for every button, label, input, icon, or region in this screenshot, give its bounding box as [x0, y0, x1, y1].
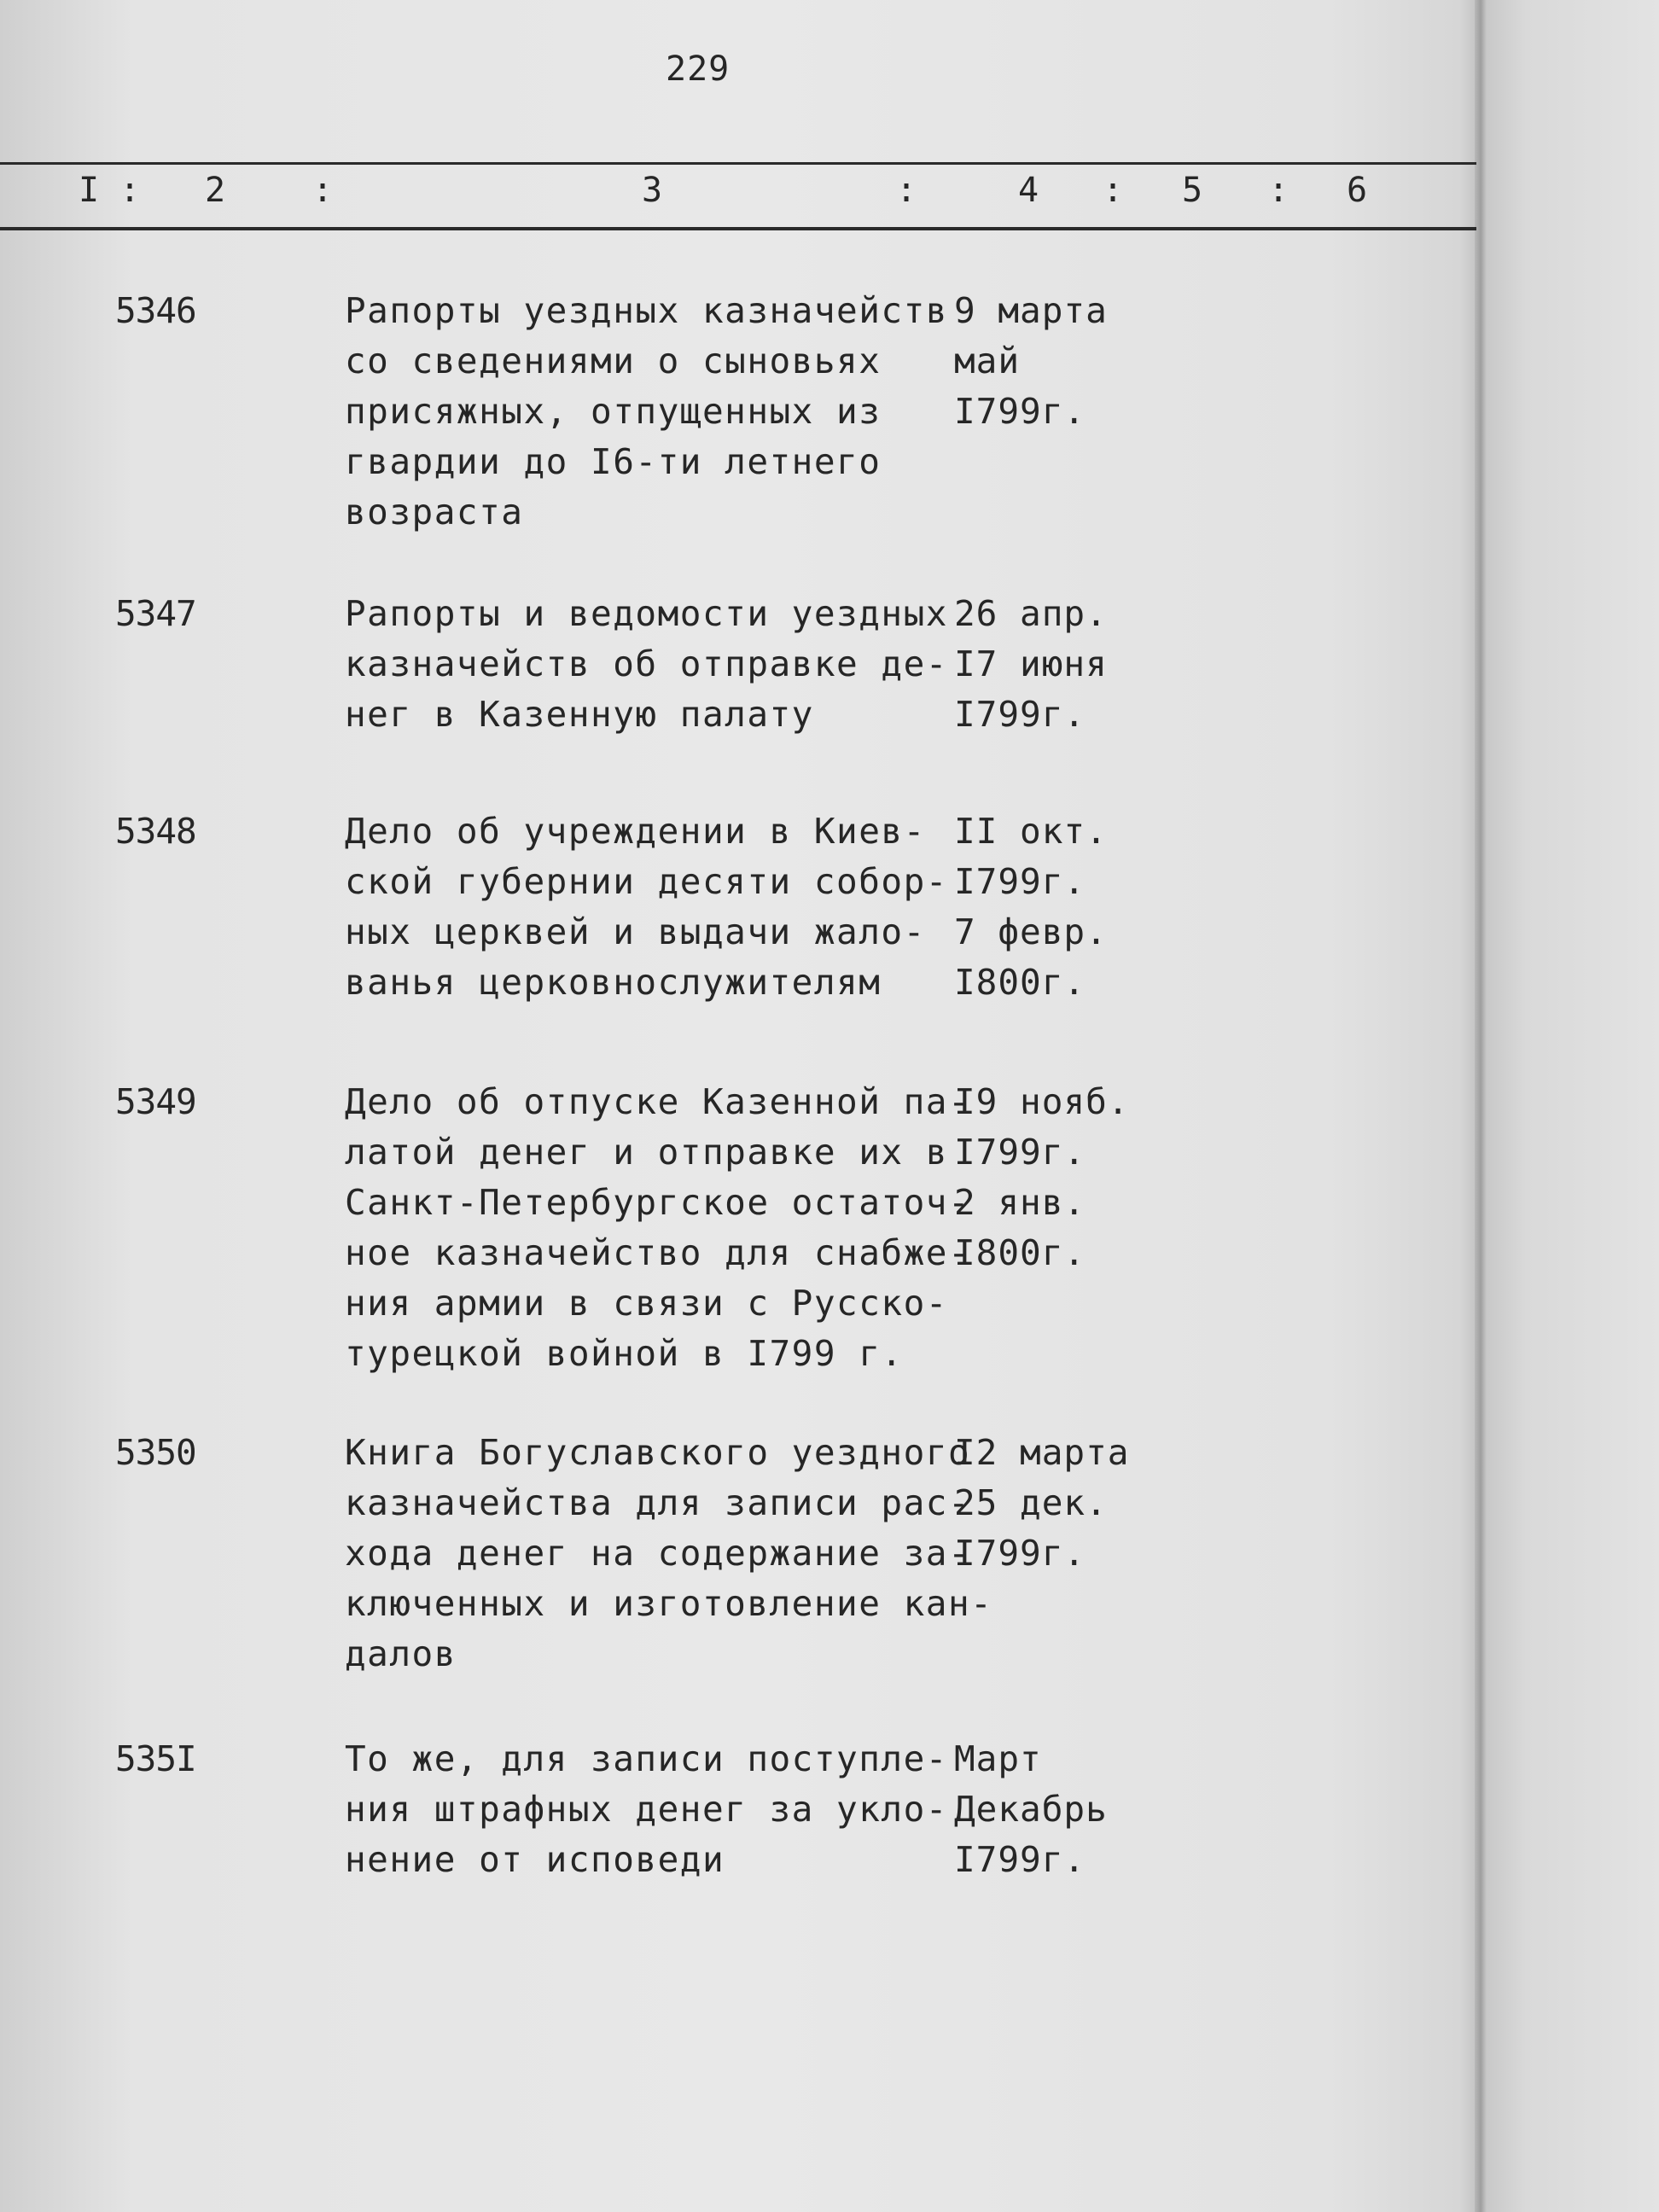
column-header-2: 2 — [205, 171, 226, 210]
date-line: I799г. — [954, 1533, 1086, 1574]
date-line: I799г. — [954, 1132, 1086, 1173]
description-line: Книга Богуславского уездного — [345, 1432, 971, 1473]
case-dates — [954, 806, 1108, 1008]
page-number: 229 — [666, 49, 731, 89]
column-separator: : — [1268, 171, 1289, 210]
case-description — [345, 286, 959, 538]
description-line: латой денег и отправке их в — [345, 1132, 948, 1173]
case-number: 5347 — [115, 593, 196, 634]
description-line: ния штрафных денег за укло- — [345, 1789, 948, 1830]
column-separator: : — [312, 171, 334, 210]
case-dates — [954, 1077, 1129, 1278]
case-number: 5349 — [115, 1081, 196, 1122]
date-line: I800г. — [954, 962, 1086, 1003]
case-number: 535I — [115, 1738, 196, 1779]
case-dates — [954, 1428, 1129, 1579]
date-line: I799г. — [954, 861, 1086, 902]
description-line: нение от исповеди — [345, 1839, 725, 1880]
description-line: ных церквей и выдачи жало- — [345, 911, 926, 952]
date-line: 2 янв. — [954, 1182, 1086, 1223]
description-line: То же, для записи поступле- — [345, 1738, 948, 1779]
description-line: турецкой войной в I799 г. — [345, 1333, 904, 1374]
date-line: 25 дек. — [954, 1482, 1108, 1523]
case-number: 5350 — [115, 1432, 196, 1473]
description-line: хода денег на содержание за- — [345, 1533, 971, 1574]
header-rule-bottom — [0, 227, 1476, 230]
description-line: ное казначейство для снабже- — [345, 1232, 971, 1273]
date-line: Декабрь — [954, 1789, 1108, 1830]
description-line: ключенных и изготовление кан- — [345, 1583, 993, 1624]
description-line: далов — [345, 1633, 457, 1674]
description-line: казначейств об отправке де- — [345, 643, 948, 684]
date-line: I7 июня — [954, 643, 1108, 684]
description-line: Санкт-Петербургское остаточ- — [345, 1182, 971, 1223]
description-line: ния армии в связи с Русско- — [345, 1283, 948, 1324]
date-line: 26 апр. — [954, 593, 1108, 634]
column-header-3: 3 — [642, 171, 663, 210]
description-line: со сведениями о сыновьях — [345, 341, 882, 381]
column-header-1: I — [79, 171, 100, 210]
case-number: 5348 — [115, 811, 196, 852]
case-description — [345, 806, 959, 1008]
date-line: 7 февр. — [954, 911, 1108, 952]
case-description — [345, 1734, 959, 1885]
column-separator: : — [1103, 171, 1124, 210]
case-dates — [954, 286, 1108, 437]
header-rule-top — [0, 162, 1476, 165]
date-line: I799г. — [954, 391, 1086, 432]
case-number: 5346 — [115, 290, 196, 331]
column-separator: : — [119, 171, 141, 210]
column-header-4: 4 — [1018, 171, 1039, 210]
description-line: ванья церковнослужителям — [345, 962, 882, 1003]
description-line: Рапорты уездных казначейств — [345, 290, 948, 331]
date-line: II окт. — [954, 811, 1108, 852]
description-line: казначейства для записи рас- — [345, 1482, 971, 1523]
date-line: май — [954, 341, 1021, 381]
date-line: I9 нояб. — [954, 1081, 1130, 1122]
description-line: Рапорты и ведомости уездных — [345, 593, 948, 634]
description-line: возраста — [345, 492, 524, 533]
description-line: гвардии до I6-ти летнего — [345, 441, 882, 482]
description-line: ской губернии десяти собор- — [345, 861, 948, 902]
column-header-6: 6 — [1347, 171, 1368, 210]
description-line: присяжных, отпущенных из — [345, 391, 882, 432]
date-line: I799г. — [954, 694, 1086, 735]
date-line: I799г. — [954, 1839, 1086, 1880]
description-line: нег в Казенную палату — [345, 694, 814, 735]
date-line: I2 марта — [954, 1432, 1130, 1473]
case-description — [345, 589, 959, 740]
case-dates — [954, 1734, 1108, 1885]
case-description — [345, 1077, 971, 1379]
column-separator: : — [896, 171, 917, 210]
case-dates — [954, 589, 1108, 740]
date-line: 9 марта — [954, 290, 1108, 331]
column-header-5: 5 — [1182, 171, 1203, 210]
date-line: I800г. — [954, 1232, 1086, 1273]
case-description — [345, 1428, 993, 1679]
page-fold-shadow — [1475, 0, 1487, 2212]
date-line: Март — [954, 1738, 1042, 1779]
description-line: Дело об учреждении в Киев- — [345, 811, 926, 852]
description-line: Дело об отпуске Казенной па- — [345, 1081, 971, 1122]
